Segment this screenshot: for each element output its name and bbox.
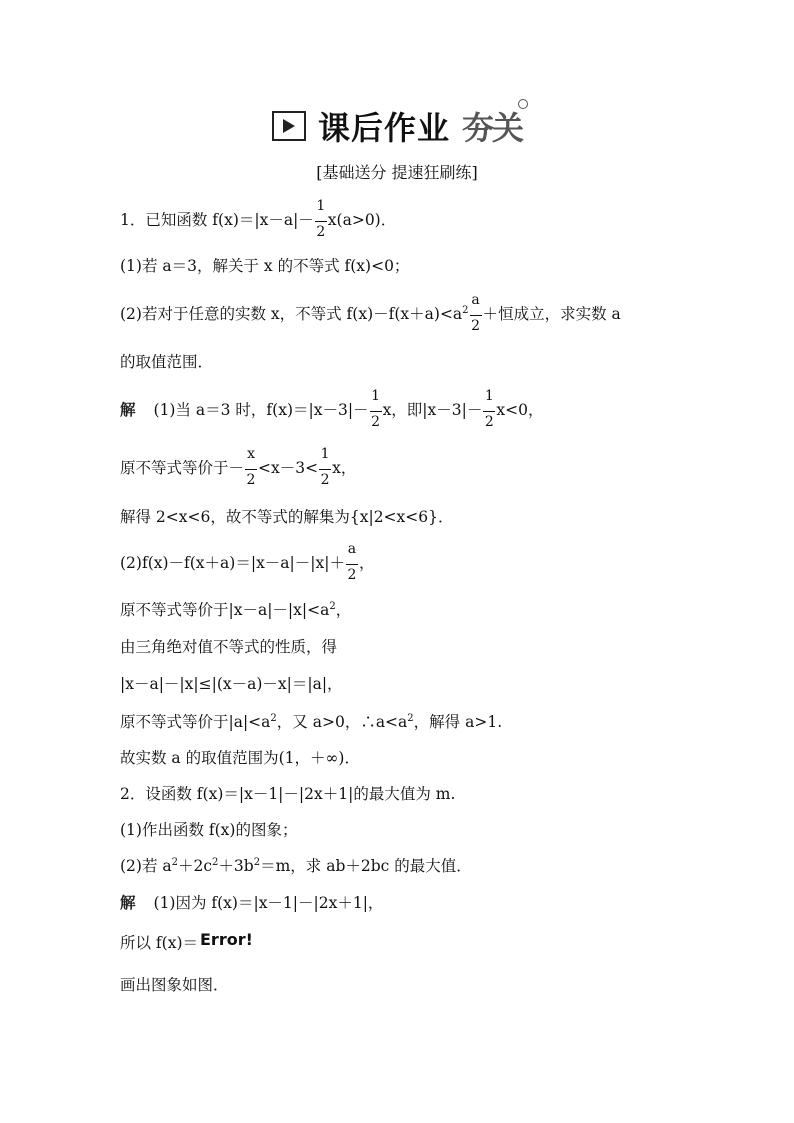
line-text: 原不等式等价于|a|<a <box>120 713 271 731</box>
line-text: (1)当 a＝3 时，f(x)＝|x－3|－ <box>153 401 369 419</box>
line-text: 故实数 a 的取值范围为(1，＋∞)． <box>120 749 360 767</box>
text-line <box>120 600 351 620</box>
brand-logo: 夯关 <box>462 103 522 149</box>
text-line <box>120 930 253 953</box>
page-subtitle: [基础送分 提速狂刷练] <box>316 163 478 182</box>
fraction-bar <box>346 564 358 565</box>
text-line <box>120 446 357 488</box>
line-text: x，即|x－3|－ <box>382 401 483 419</box>
fraction <box>483 388 495 430</box>
text-line <box>120 748 360 768</box>
line-text: 恒成立，求实数 a <box>498 305 621 323</box>
page-title: 课后作业 <box>317 109 450 147</box>
error-text: Error! <box>200 930 253 949</box>
superscript: 2 <box>462 305 469 316</box>
text-line <box>120 292 621 334</box>
fraction <box>315 198 327 240</box>
fraction <box>245 446 257 488</box>
text-line <box>120 712 502 732</box>
line-text: 2．设函数 f(x)＝|x－1|－|2x＋1|的最大值为 m. <box>120 785 456 803</box>
text-line <box>120 637 337 657</box>
text-line <box>120 388 544 430</box>
fraction <box>370 388 382 430</box>
line-text: 解得 2<x<6，故不等式的解集为{x|2<x<6}． <box>120 508 454 526</box>
line-text: (1)作出函数 f(x)的图象； <box>120 821 298 839</box>
section-header <box>0 100 794 152</box>
line-text: ，解得 a>1. <box>413 713 503 731</box>
text-line <box>120 352 213 372</box>
fraction-numerator: x <box>247 446 255 462</box>
fraction-numerator: 1 <box>484 388 494 404</box>
solution-marker: 解 <box>120 894 136 912</box>
line-text: 原不等式等价于|x－a|－|x|<a <box>120 601 330 619</box>
line-text: 1．已知函数 f(x)＝|x－a|－ <box>120 211 314 229</box>
line-text: 的取值范围． <box>120 353 214 371</box>
solution-marker: 解 <box>120 401 136 419</box>
logo-ring-icon <box>518 99 528 109</box>
line-text: <x－3< <box>258 459 319 477</box>
fraction-bar <box>370 411 382 412</box>
text-line <box>120 893 383 913</box>
superscript: 2 <box>270 713 277 724</box>
text-line <box>120 975 229 995</box>
fraction-numerator: a <box>471 292 480 308</box>
line-text: (1)因为 f(x)＝|x－1|－|2x＋1|， <box>153 894 384 912</box>
fraction-denominator: 2 <box>471 318 480 334</box>
fraction-denominator: 2 <box>316 224 326 240</box>
fraction-denominator: 2 <box>484 414 494 430</box>
fraction-denominator: 2 <box>246 472 256 488</box>
fraction-denominator: 2 <box>371 414 381 430</box>
line-text: (1)若 a＝3，解关于 x 的不等式 f(x)<0； <box>120 257 410 275</box>
text-line <box>120 674 343 694</box>
fraction-bar <box>319 469 331 470</box>
fraction <box>470 292 482 334</box>
line-text: 所以 f(x)＝ <box>120 934 198 952</box>
line-text: 画出图象如图． <box>120 976 229 994</box>
text-line <box>120 784 455 804</box>
fraction-numerator: 1 <box>320 446 330 462</box>
line-text: x<0， <box>496 401 544 419</box>
line-text: 由三角绝对值不等式的性质，得 <box>120 638 338 656</box>
line-text: ＋3b <box>218 857 254 875</box>
text-line <box>120 856 472 876</box>
line-text: ，又 a>0，∴a<a <box>276 713 408 731</box>
line-text: ， <box>358 554 375 572</box>
fraction-bar <box>245 469 257 470</box>
line-text: (2)f(x)－f(x＋a)＝|x－a|－|x|＋ <box>120 554 345 572</box>
text-line <box>120 198 397 240</box>
text-line <box>120 541 375 583</box>
text-line <box>120 507 454 527</box>
fraction-bar <box>470 315 482 316</box>
fraction <box>319 446 331 488</box>
fraction-numerator: 1 <box>316 198 326 214</box>
superscript: 2 <box>212 857 219 868</box>
line-text: x(a>0)． <box>327 211 397 229</box>
fraction-denominator: 2 <box>347 567 357 583</box>
line-text: 原不等式等价于－ <box>120 459 245 477</box>
superscript: 2 <box>329 601 336 612</box>
play-icon <box>272 111 306 141</box>
line-text: (2)若对于任意的实数 x，不等式 f(x)－f(x＋a)<a <box>120 305 463 323</box>
line-text: ， <box>335 601 352 619</box>
text-line <box>120 256 409 276</box>
superscript: 2 <box>407 713 414 724</box>
line-text: (2)若 a <box>120 857 172 875</box>
line-text: ＝m，求 ab＋2bc 的最大值． <box>260 857 472 875</box>
fraction-bar <box>315 221 327 222</box>
line-text: |x－a|－|x|≤|(x－a)－x|＝|a|， <box>120 675 343 693</box>
text-line <box>120 820 297 840</box>
fraction-denominator: 2 <box>320 472 330 488</box>
line-text: x， <box>332 459 357 477</box>
fraction-numerator: a <box>347 541 357 557</box>
fraction-bar <box>483 411 495 412</box>
line-text: ＋ <box>482 305 499 323</box>
superscript: 2 <box>253 857 261 868</box>
fraction-numerator: 1 <box>371 388 381 404</box>
superscript: 2 <box>171 857 178 868</box>
line-text: ＋2c <box>178 857 213 875</box>
fraction <box>346 541 358 583</box>
